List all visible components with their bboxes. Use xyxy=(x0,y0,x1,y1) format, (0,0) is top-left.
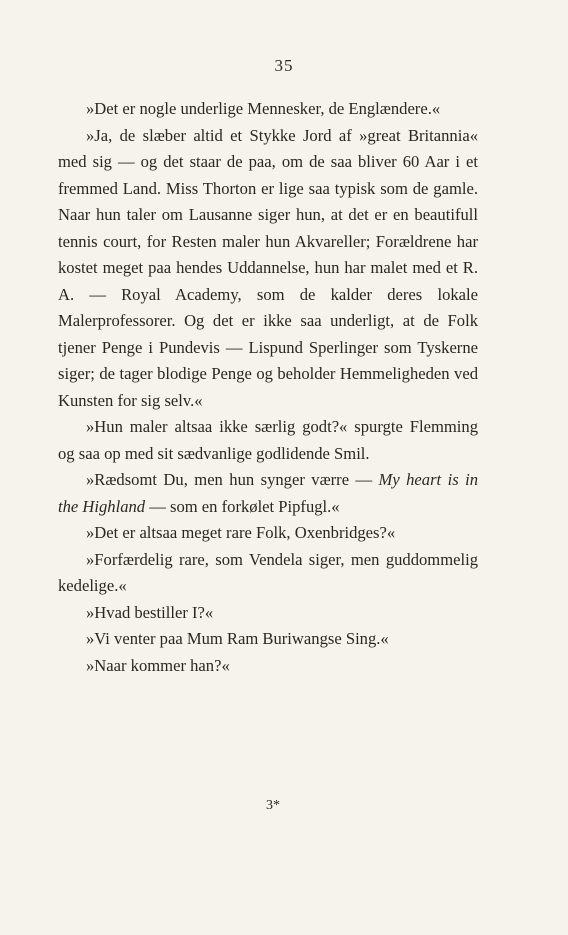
paragraph-2: »Ja, de slæber altid et Stykke Jord af »great Britannia« med sig — og det staar de paa, om de saa bliver 60 Aar i et fremmed Land. Miss Thorton er lige saa typisk som de gamle. Naar hun taler om Lausanne siger hun, at det er en beautifull tennis court, for Resten maler hun Akvareller; Forældrene har kostet meget paa hendes Uddannelse, hun har malet med et R. A. — Royal Academy, som de kalder deres lokale Malerprofessorer. Og det er ikke saa underligt, at de Folk tjener Penge i Pundevis — Lispund Sperlinger som Tyskerne siger; de tager blodige Penge og beholder Hemmeligheden ved Kunsten for sig selv.« xyxy=(58,125,478,410)
paragraph-4 xyxy=(58,467,478,520)
body-text xyxy=(58,96,478,679)
paragraph-8: »Vi venter paa Mum Ram Buriwangse Sing.« xyxy=(86,629,389,648)
paragraph-1: »Det er nogle underlige Mennesker, de Englændere.« xyxy=(86,99,441,118)
paragraph-4-start: »Rædsomt Du, men hun synger værre — xyxy=(86,470,379,489)
paragraph-3: »Hun maler altsaa ikke særlig godt?« spurgte Flemming og saa op med sit sædvanlige godlidende Smil. xyxy=(58,417,478,463)
song-title: My heart is in the Highland xyxy=(58,470,478,516)
paragraph-6: »Forfærdelig rare, som Vendela siger, men guddommelig kedelige.« xyxy=(58,549,478,595)
paragraph-5: »Det er altsaa meget rare Folk, Oxenbridges?« xyxy=(86,523,396,542)
paragraph-4-end: — som en forkølet Pipfugl.« xyxy=(145,496,340,516)
paragraph-9: »Naar kommer han?« xyxy=(86,655,230,675)
signature-mark: 3* xyxy=(266,798,280,813)
paragraph-7: »Hvad bestiller I?« xyxy=(86,602,214,622)
page-number: 35 xyxy=(274,56,294,75)
